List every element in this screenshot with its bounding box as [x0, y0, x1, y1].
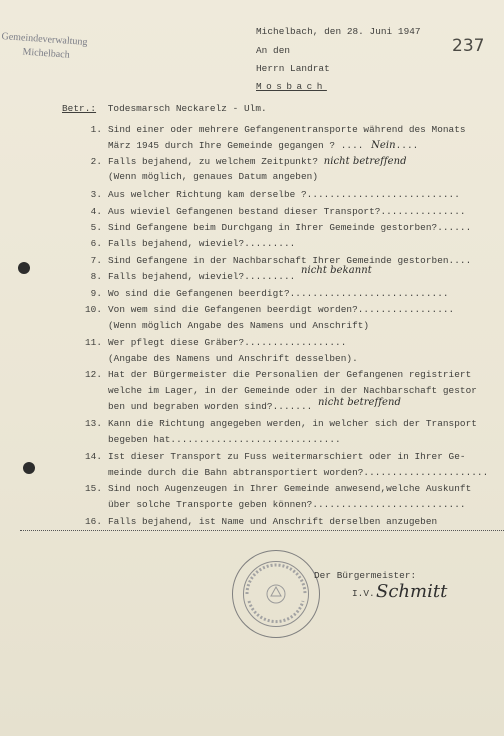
question-6	[84, 238, 295, 249]
question-text: Sind Gefangene beim Durchgang in Ihrer Gemeinde gestorben?......	[108, 222, 472, 233]
question-text: Aus welcher Richtung kam derselbe ?...........................	[108, 189, 460, 200]
question-13	[84, 418, 477, 429]
question-text: Wo sind die Gefangenen beerdigt?............................	[108, 288, 449, 299]
handwritten-answer: nicht betreffend	[318, 397, 401, 408]
place-date: Michelbach, den 28. Juni 1947	[256, 26, 421, 37]
letterhead-line2: Michelbach	[22, 46, 70, 61]
question-number: 12.	[84, 369, 102, 380]
punch-hole	[18, 262, 30, 274]
question-text: meinde durch die Bahn abtransportiert worden?......................	[108, 467, 489, 478]
question-9	[84, 288, 449, 299]
question-text: (Angabe des Namens und Anschrift desselben).	[108, 353, 358, 364]
handwritten-answer: nicht bekannt	[301, 265, 372, 276]
question-text: Sind Gefangene in der Nachbarschaft Ihrer Gemeinde gestorben....	[108, 255, 472, 266]
handwritten-signature: Schmitt	[376, 581, 448, 602]
question-11	[84, 337, 346, 348]
question-text: welche im Lager, in der Gemeinde oder in der Nachbarschaft gestor	[108, 385, 477, 396]
question-text: (Wenn möglich, genaues Datum angeben)	[108, 171, 319, 182]
question-number: 9.	[90, 288, 102, 299]
question-text: Hat der Bürgermeister die Personalien der Gefangenen registriert	[108, 369, 472, 380]
question-15	[84, 483, 471, 494]
question-12	[84, 369, 471, 380]
letterhead-stamp	[0, 30, 88, 64]
question-14-line2	[108, 467, 488, 478]
question-13-line2	[108, 434, 341, 445]
question-12-line2	[108, 385, 477, 396]
subject-text: Todesmarsch Neckarelz - Ulm.	[107, 103, 267, 114]
page-number: 237	[452, 36, 485, 56]
question-7	[84, 255, 471, 266]
question-12-line3	[108, 397, 401, 412]
question-text: März 1945 durch Ihre Gemeinde gegangen ? ....	[108, 140, 364, 151]
recipient-line3: Mosbach	[256, 81, 327, 92]
question-text: (Wenn möglich Angabe des Namens und Anschrift)	[108, 320, 370, 331]
question-14	[84, 451, 466, 462]
question-16	[84, 516, 437, 527]
question-number: 5.	[90, 222, 102, 233]
question-15-line2	[108, 499, 466, 510]
handwritten-answer: nicht betreffend	[323, 156, 407, 167]
question-number: 8.	[90, 271, 102, 282]
question-number: 15.	[84, 483, 102, 494]
subject-label: Betr.:	[62, 103, 97, 114]
signature-title: Der Bürgermeister:	[314, 570, 417, 581]
question-11-line2	[108, 353, 358, 364]
punch-hole	[23, 462, 35, 474]
question-number: 16.	[84, 516, 102, 527]
question-number: 6.	[90, 238, 102, 249]
subject-line	[62, 103, 267, 114]
question-text: begeben hat..............................	[108, 434, 341, 445]
question-number: 11.	[84, 337, 102, 348]
question-text: Aus wieviel Gefangenen bestand dieser Transport?...............	[108, 206, 466, 217]
question-number: 13.	[84, 418, 102, 429]
question-2	[84, 156, 407, 167]
signature-iv: I.V.	[352, 588, 375, 599]
question-text: Von wem sind die Gefangenen beerdigt worden?.................	[108, 304, 455, 315]
question-5	[84, 222, 471, 233]
question-number: 7.	[90, 255, 102, 266]
official-seal	[232, 550, 320, 638]
question-text: Ist dieser Transport zu Fuss weitermarschiert oder in Ihrer Ge-	[108, 451, 466, 462]
question-2-line2	[108, 171, 318, 182]
question-10	[84, 304, 454, 315]
dotted-separator	[20, 530, 504, 531]
question-text: Falls bejahend, zu welchem Zeitpunkt?	[108, 156, 319, 167]
question-text: Falls bejahend, ist Name und Anschrift derselben anzugeben	[108, 516, 438, 527]
question-number: 2.	[90, 156, 102, 167]
letterhead-line1: Gemeindeverwaltung	[1, 30, 88, 48]
question-text: Wer pflegt diese Gräber?..................	[108, 337, 347, 348]
question-1	[84, 124, 466, 135]
question-number: 1.	[90, 124, 102, 135]
question-number: 4.	[90, 206, 102, 217]
question-text: Sind noch Augenzeugen in Ihrer Gemeinde anwesend,welche Auskunft	[108, 483, 472, 494]
question-3	[84, 189, 460, 200]
question-text: Falls bejahend, wieviel?.........	[108, 238, 296, 249]
recipient-line1: An den	[256, 45, 291, 56]
question-text: über solche Transporte geben können?...........................	[108, 499, 466, 510]
question-10-line2	[108, 320, 369, 331]
question-number: 3.	[90, 189, 102, 200]
question-8	[84, 265, 372, 282]
question-4	[84, 206, 466, 217]
handwritten-answer: Nein	[371, 140, 396, 151]
seal-emblem-icon	[233, 551, 319, 637]
question-text: Sind einer oder mehrere Gefangenentransporte während des Monats	[108, 124, 466, 135]
question-text: Falls bejahend, wieviel?.........	[108, 271, 296, 282]
question-number: 14.	[84, 451, 102, 462]
recipient-line2: Herrn Landrat	[256, 63, 330, 74]
question-text: ben und begraben worden sind?.......	[108, 401, 313, 412]
question-number: 10.	[84, 304, 102, 315]
question-1-line2: März 1945 durch Ihre Gemeinde gegangen ? .... Nein....	[108, 140, 419, 151]
question-text: Kann die Richtung angegeben werden, in welcher sich der Transport	[108, 418, 477, 429]
